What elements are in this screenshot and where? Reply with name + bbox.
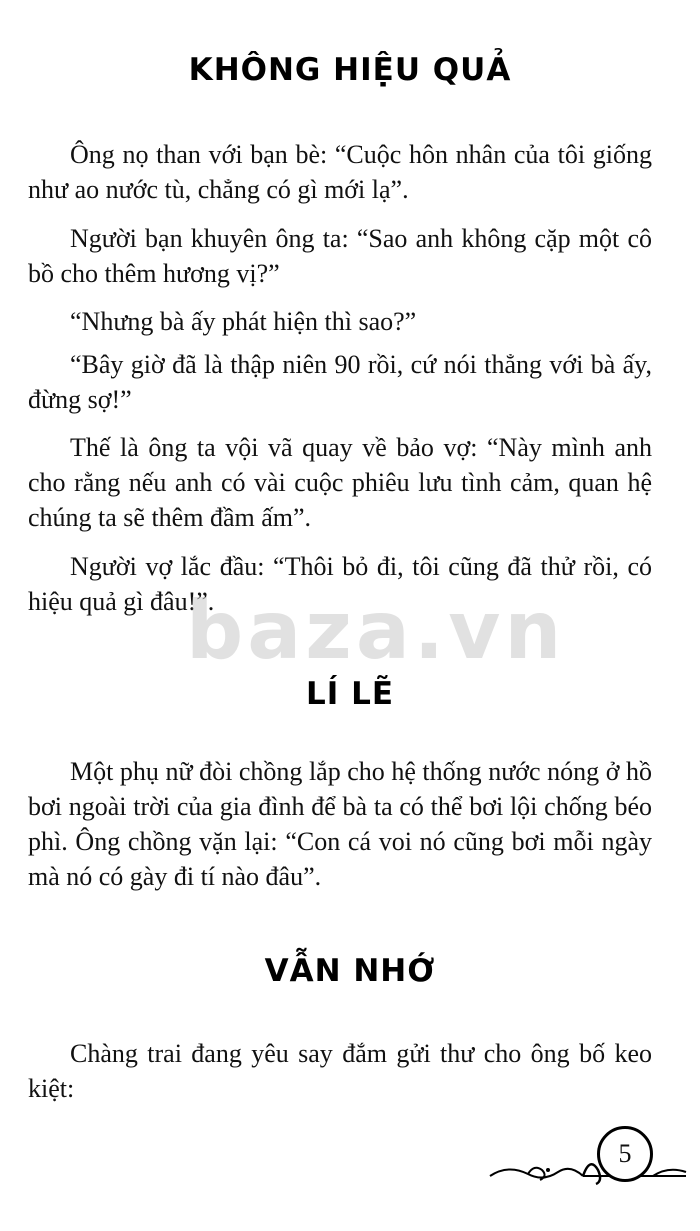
paragraph-text: Một phụ nữ đòi chồng lắp cho hệ thống nước nóng ở hồ bơi ngoài trời của gia đình để bà ta có thể bơi lội chống béo phì. Ông chồng vặn lại: “Con cá voi nó cũng bơi mỗi ngày mà nó có gày đi tí nào đâu”.: [28, 757, 652, 891]
paragraph-text: Ông nọ than với bạn bè: “Cuộc hôn nhân của tôi giống như ao nước tù, chẳng có gì mới lạ”.: [28, 140, 652, 204]
watermark: baza.vn: [186, 584, 566, 677]
page-number: 5: [597, 1126, 653, 1182]
paragraph: [28, 304, 652, 339]
paragraph: [28, 221, 652, 291]
paragraph: [28, 347, 652, 417]
paragraph-text: “Bây giờ đã là thập niên 90 rồi, cứ nói thẳng với bà ấy, đừng sợ!”: [28, 350, 652, 414]
paragraph: [28, 137, 652, 207]
story-title: LÍ LẼ: [305, 676, 394, 712]
paragraph: [28, 754, 652, 894]
paragraph-text: “Nhưng bà ấy phát hiện thì sao?”: [70, 307, 417, 336]
paragraph: [28, 1036, 652, 1106]
ornament-flourish: [488, 1126, 688, 1196]
paragraph-text: Chàng trai đang yêu say đắm gửi thư cho ông bố keo kiệt:: [28, 1039, 652, 1103]
paragraph-text: Người bạn khuyên ông ta: “Sao anh không cặp một cô bồ cho thêm hương vị?”: [28, 224, 652, 288]
story-title: VẪN NHỚ: [264, 953, 436, 989]
story-title: KHÔNG HIỆU QUẢ: [188, 52, 512, 88]
paragraph-text: Người vợ lắc đầu: “Thôi bỏ đi, tôi cũng đã thử rồi, có hiệu quả gì đâu!”.: [28, 552, 652, 616]
paragraph: [28, 430, 652, 535]
paragraph-text: Thế là ông ta vội vã quay về bảo vợ: “Này mình anh cho rằng nếu anh có vài cuộc phiêu lưu tình cảm, quan hệ chúng ta sẽ thêm đầm ấm”.: [28, 433, 652, 532]
